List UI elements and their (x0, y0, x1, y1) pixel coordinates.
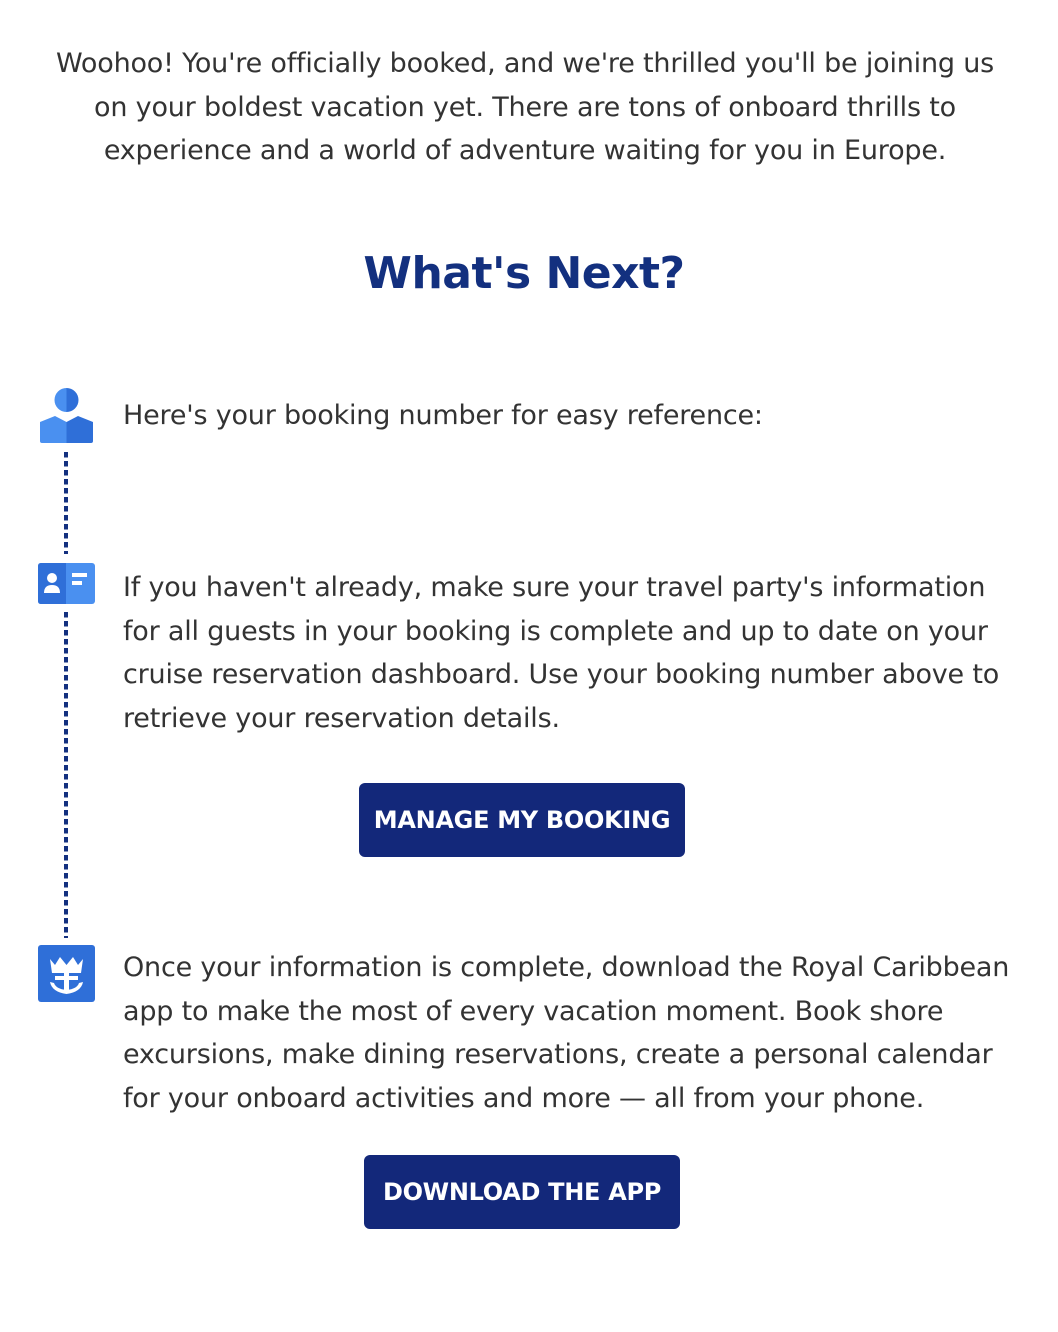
whats-next-heading: What's Next? (363, 248, 685, 299)
intro-paragraph: Woohoo! You're officially booked, and we're thrilled you'll be joining us on your boldest vacation yet. There are tons of onboard thrills to experience and a world of adventure waiting for you in Europe. (56, 48, 994, 166)
manage-booking-text: If you haven't already, make sure your travel party's information for all guests in your booking is complete and up to date on your cruise reservation dashboard. Use your booking number above to retrieve your reservation details. (123, 572, 1000, 734)
download-app-text: Once your information is complete, download the Royal Caribbean app to make the most of every vacation moment. Book shore excursions, make dining reservations, create a personal calendar for your onboard activities and more — all from your phone. (123, 952, 1010, 1114)
download-the-app-button[interactable]: DOWNLOAD THE APP (364, 1155, 680, 1229)
id-card-icon (38, 563, 95, 604)
manage-my-booking-button[interactable]: MANAGE MY BOOKING (359, 783, 685, 857)
royal-caribbean-crown-anchor-icon (38, 945, 95, 1002)
timeline-connector (64, 612, 68, 938)
booking-number-text: Here's your booking number for easy reference: (123, 400, 763, 431)
person-icon (38, 386, 95, 444)
timeline-connector (64, 452, 68, 554)
